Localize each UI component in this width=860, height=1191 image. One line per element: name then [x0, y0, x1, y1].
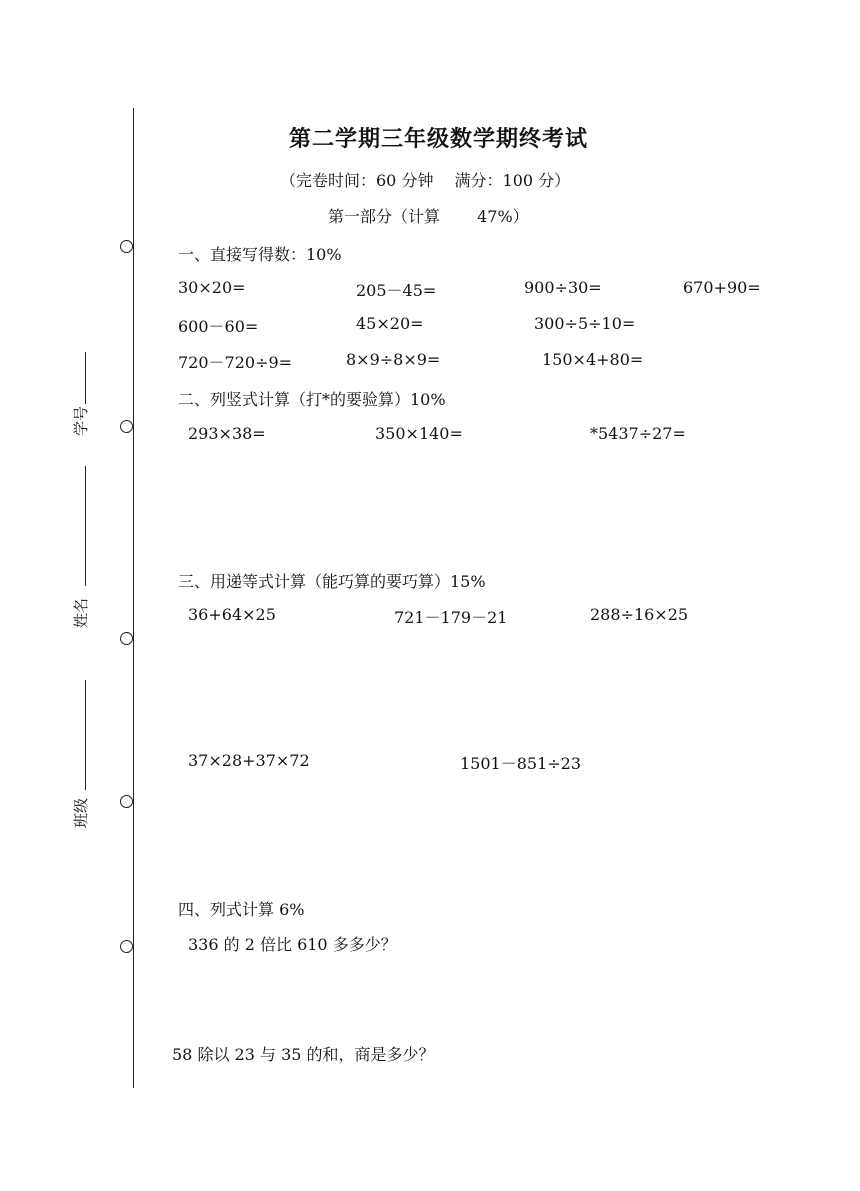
problem-item: 300÷5÷10=	[534, 314, 636, 333]
problem-item: 37×28+37×72	[188, 751, 310, 770]
section3-heading: 三、用递等式计算（能巧算的要巧算）15%	[178, 572, 486, 591]
exam-title: 第二学期三年级数学期终考试	[289, 126, 589, 152]
exam-subtitle: （完卷时间：60 分钟 满分：100 分）	[280, 171, 571, 190]
problem-item: 45×20=	[356, 314, 424, 333]
problem-item: 900÷30=	[524, 278, 602, 297]
part-one-heading: 第一部分（计算 47%）	[328, 207, 529, 226]
name-label: 姓名	[72, 597, 90, 628]
binding-hole-2	[120, 420, 133, 433]
class-fill-line	[85, 680, 86, 790]
problem-item: 350×140=	[375, 424, 463, 443]
problem-item: 150×4+80=	[542, 350, 644, 369]
binding-hole-5	[120, 940, 133, 953]
problem-item: 205－45=	[356, 281, 437, 300]
problem-item: 30×20=	[178, 278, 246, 297]
binding-hole-3	[120, 632, 133, 645]
problem-item: *5437÷27=	[590, 424, 686, 443]
problem-item: 8×9÷8×9=	[346, 350, 441, 369]
section4-heading: 四、列式计算 6%	[178, 900, 305, 919]
binding-hole-4	[120, 795, 133, 808]
problem-item: 720－720÷9=	[178, 353, 293, 372]
section1-heading: 一、直接写得数：10%	[178, 245, 342, 264]
problem-item: 721－179－21	[394, 608, 508, 627]
number-fill-line	[85, 352, 86, 404]
problem-item: 670+90=	[683, 278, 761, 297]
problem-item: 293×38=	[188, 424, 266, 443]
name-fill-line	[85, 466, 86, 586]
section2-heading: 二、列竖式计算（打*的要验算）10%	[178, 390, 446, 409]
problem-item: 1501－851÷23	[460, 754, 582, 773]
problem-item: 36+64×25	[188, 605, 276, 624]
binding-line	[133, 108, 134, 1088]
number-label: 学号	[72, 405, 90, 436]
word-problem: 58 除以 23 与 35 的和，商是多少？	[172, 1045, 435, 1064]
binding-hole-1	[120, 240, 133, 253]
word-problem: 336 的 2 倍比 610 多多少？	[188, 935, 397, 954]
problem-item: 288÷16×25	[590, 605, 689, 624]
class-label: 班级	[72, 797, 90, 828]
problem-item: 600－60=	[178, 317, 259, 336]
